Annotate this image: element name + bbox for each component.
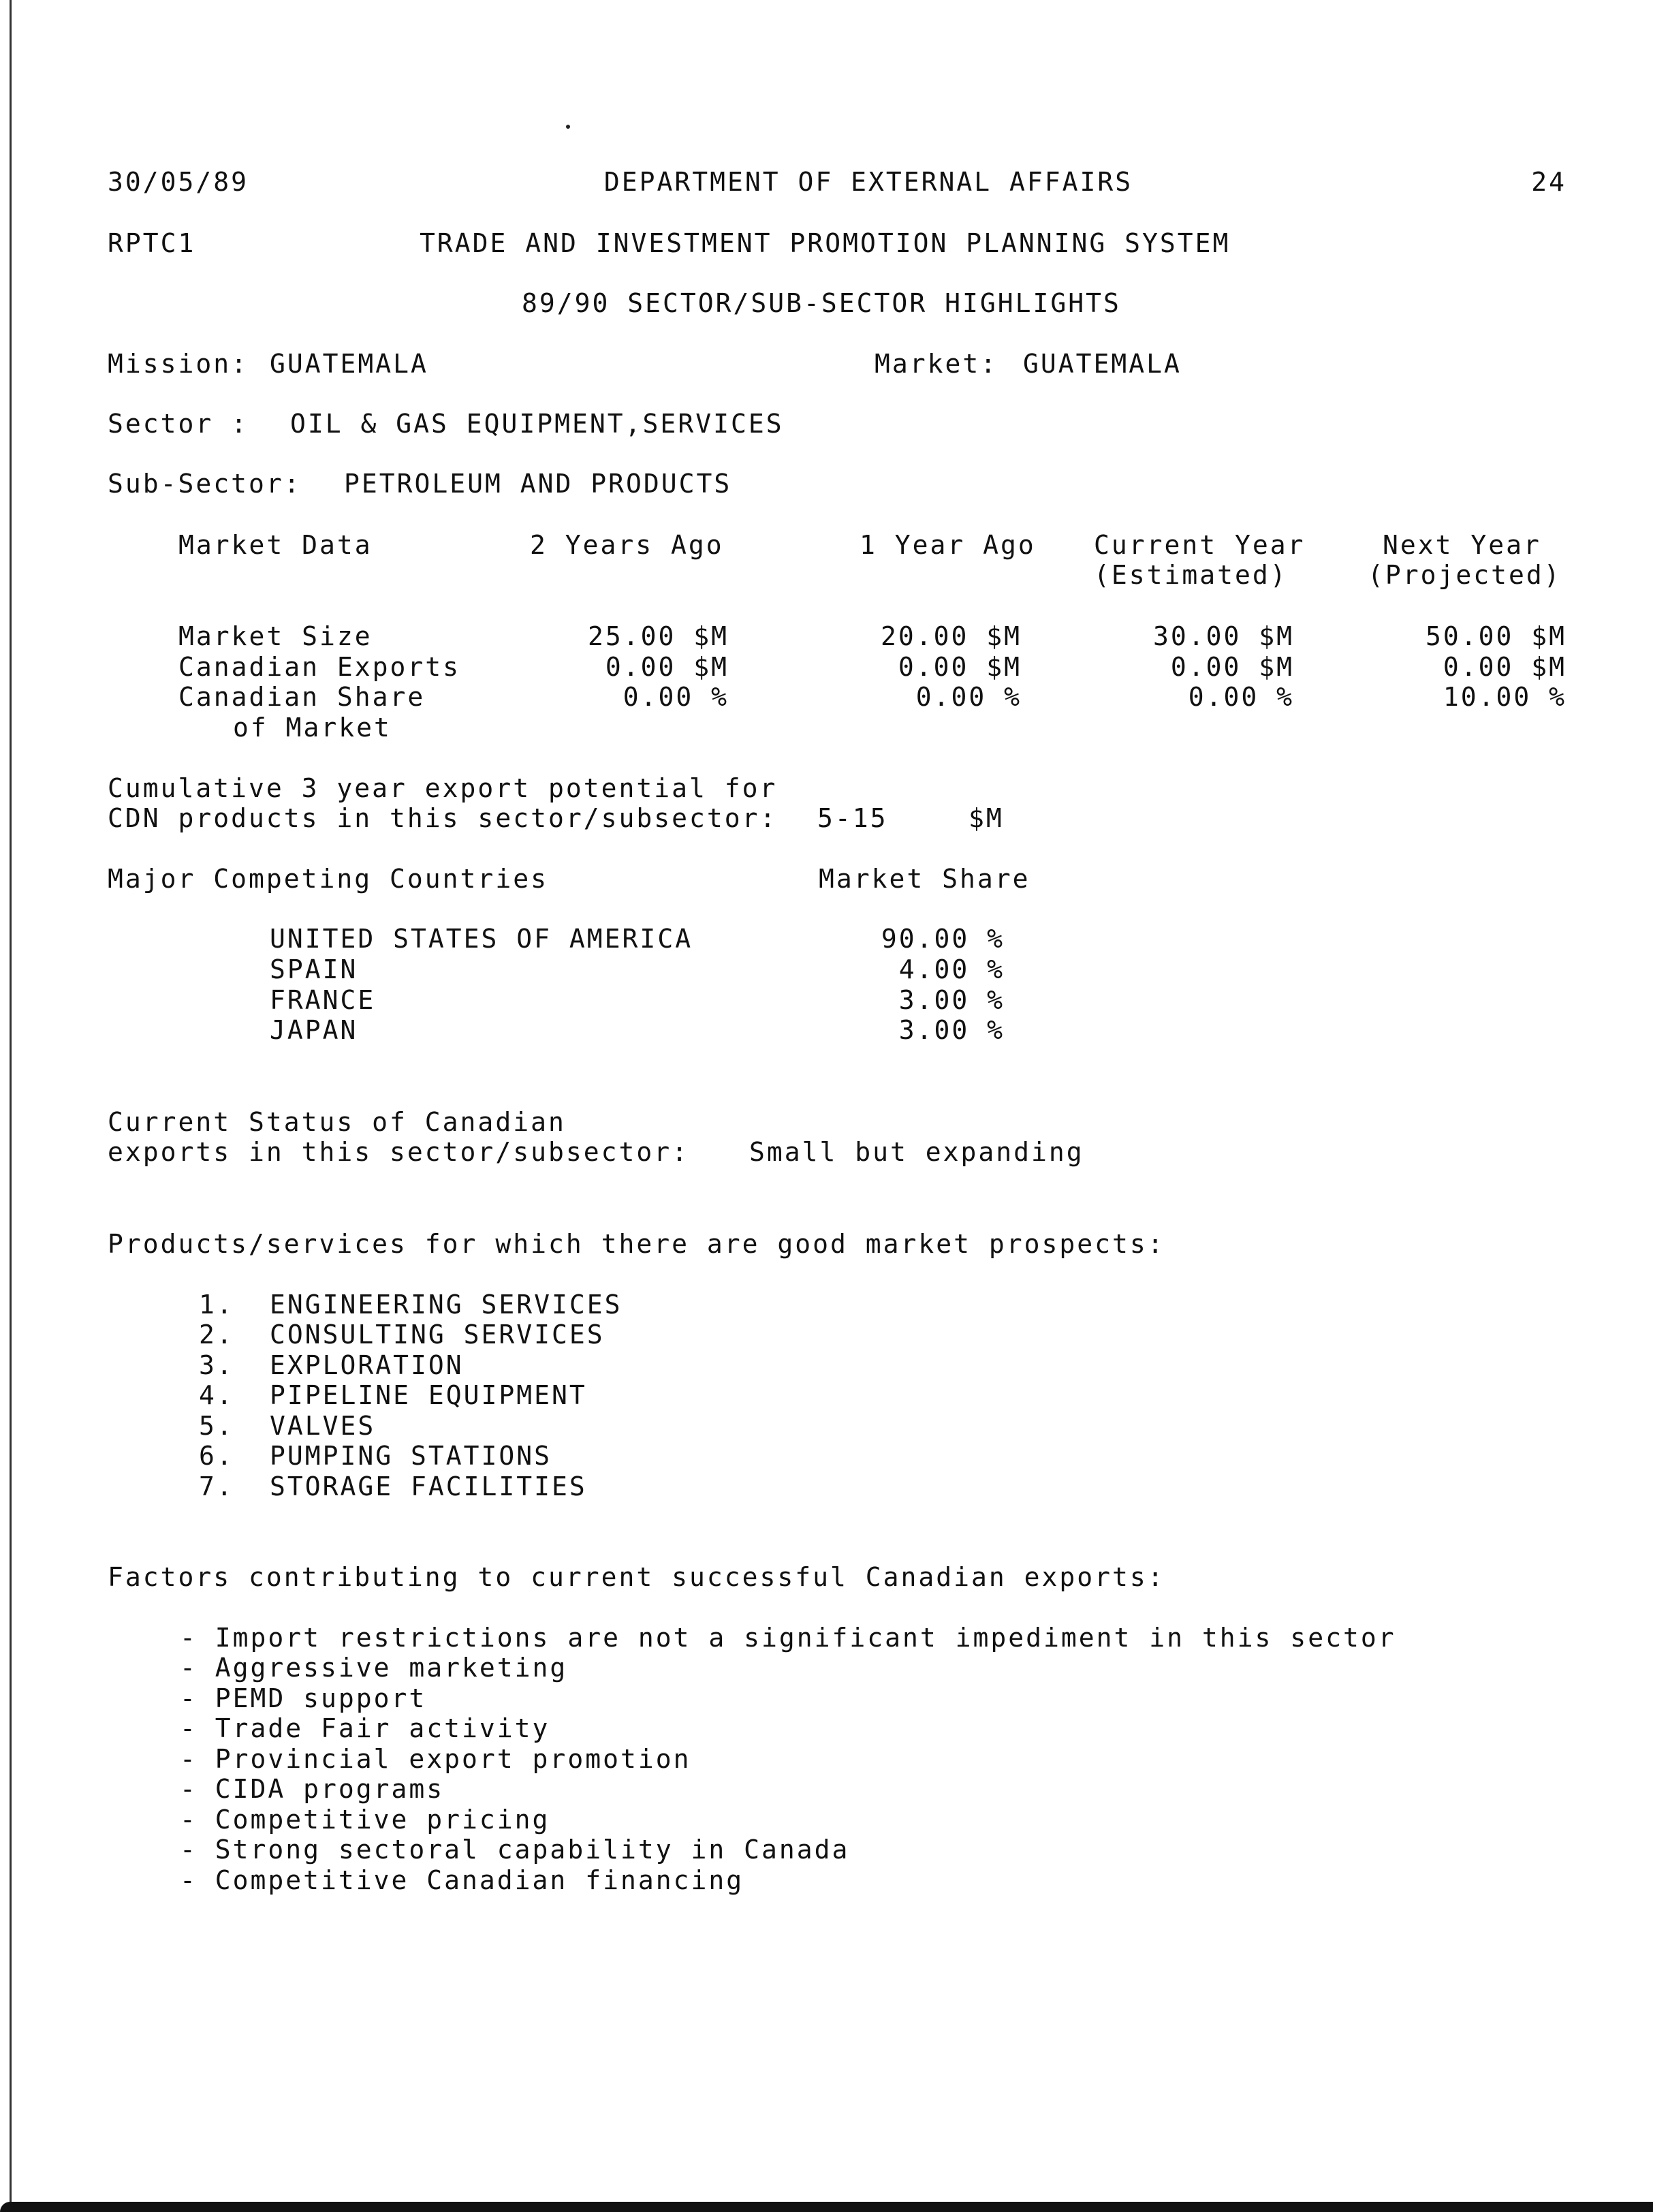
competitor-country: SPAIN <box>270 954 358 984</box>
table-header-current-year: Current Year <box>1094 530 1306 560</box>
list-item: - Provincial export promotion <box>180 1744 691 1774</box>
system-title: TRADE AND INVESTMENT PROMOTION PLANNING SYSTEM <box>420 228 1231 258</box>
market-label: Market: <box>875 349 998 379</box>
current-status-value: Small but expanding <box>749 1137 1084 1167</box>
sector-value: OIL & GAS EQUIPMENT,SERVICES <box>290 409 784 439</box>
export-potential-value: 5-15 <box>817 803 888 833</box>
table-header-2-years-ago: 2 Years Ago <box>530 530 724 560</box>
page-number: 24 <box>1531 167 1567 197</box>
competitors-heading: Major Competing Countries <box>108 864 548 894</box>
factors-heading: Factors contributing to current successful Canadian exports: <box>108 1562 1165 1592</box>
competitor-country: UNITED STATES OF AMERICA <box>270 924 693 954</box>
report-title: 89/90 SECTOR/SUB-SECTOR HIGHLIGHTS <box>522 288 1121 318</box>
competitor-share: 90.00 % <box>881 924 1005 954</box>
list-item-number: 6. <box>199 1441 234 1471</box>
table-cell: 30.00 $M <box>1152 621 1294 651</box>
list-item-number: 2. <box>199 1320 234 1350</box>
list-item: - Competitive pricing <box>180 1805 550 1835</box>
row-label-market-size: Market Size <box>178 621 373 651</box>
list-item: - Import restrictions are not a significant impediment in this sector <box>180 1623 1396 1653</box>
competitor-share: 3.00 % <box>898 985 1005 1015</box>
scan-left-edge <box>10 0 12 2212</box>
competitor-country: FRANCE <box>270 985 376 1015</box>
table-cell: 50.00 $M <box>1425 621 1567 651</box>
current-status-line2: exports in this sector/subsector: <box>108 1137 689 1167</box>
table-cell: 20.00 $M <box>880 621 1022 651</box>
list-item-number: 7. <box>199 1471 234 1501</box>
list-item: - Trade Fair activity <box>180 1713 550 1743</box>
list-item: PUMPING STATIONS <box>270 1441 552 1471</box>
list-item: STORAGE FACILITIES <box>270 1471 587 1501</box>
table-header-next-year-sub: (Projected) <box>1368 560 1562 590</box>
table-cell: 0.00 $M <box>605 652 729 682</box>
table-cell: 0.00 % <box>1188 682 1294 712</box>
table-header-label: Market Data <box>178 530 373 560</box>
table-cell: 10.00 % <box>1443 682 1567 712</box>
table-cell: 0.00 $M <box>1443 652 1567 682</box>
row-label-canadian-share-line2: of Market <box>233 713 392 743</box>
competitor-share: 3.00 % <box>898 1015 1005 1045</box>
table-cell: 0.00 % <box>623 682 729 712</box>
export-potential-line1: Cumulative 3 year export potential for <box>108 773 778 803</box>
list-item: - CIDA programs <box>180 1774 445 1804</box>
list-item: - PEMD support <box>180 1683 427 1713</box>
competitor-share: 4.00 % <box>898 954 1005 984</box>
list-item: - Strong sectoral capability in Canada <box>180 1835 850 1865</box>
table-header-current-year-sub: (Estimated) <box>1094 560 1288 590</box>
current-status-line1: Current Status of Canadian <box>108 1107 566 1137</box>
row-label-canadian-share: Canadian Share <box>178 682 426 712</box>
table-header-1-year-ago: 1 Year Ago <box>860 530 1036 560</box>
table-cell: 25.00 $M <box>587 621 729 651</box>
products-heading: Products/services for which there are good market prospects: <box>108 1229 1165 1259</box>
list-item: - Competitive Canadian financing <box>180 1865 744 1895</box>
export-potential-unit: $M <box>969 803 1004 833</box>
list-item: - Aggressive marketing <box>180 1653 568 1683</box>
row-label-canadian-exports: Canadian Exports <box>178 652 461 682</box>
report-code: RPTC1 <box>108 228 196 258</box>
subsector-value: PETROLEUM AND PRODUCTS <box>344 469 732 499</box>
list-item-number: 3. <box>199 1350 234 1380</box>
scan-bottom-edge <box>0 2202 1653 2212</box>
list-item: VALVES <box>270 1411 376 1441</box>
list-item: ENGINEERING SERVICES <box>270 1290 623 1320</box>
list-item: EXPLORATION <box>270 1350 464 1380</box>
table-cell: 0.00 $M <box>1170 652 1294 682</box>
table-cell: 0.00 % <box>915 682 1022 712</box>
list-item-number: 1. <box>199 1290 234 1320</box>
table-header-next-year: Next Year <box>1383 530 1541 560</box>
department-title: DEPARTMENT OF EXTERNAL AFFAIRS <box>603 167 1133 197</box>
market-value: GUATEMALA <box>1023 349 1182 379</box>
list-item-number: 5. <box>199 1411 234 1441</box>
mission-value: GUATEMALA <box>270 349 428 379</box>
export-potential-line2: CDN products in this sector/subsector: <box>108 803 778 833</box>
market-share-heading: Market Share <box>819 864 1030 894</box>
competitor-country: JAPAN <box>270 1015 358 1045</box>
sector-label: Sector : <box>108 409 249 439</box>
table-cell: 0.00 $M <box>898 652 1022 682</box>
list-item: CONSULTING SERVICES <box>270 1320 605 1350</box>
subsector-label: Sub-Sector: <box>108 469 302 499</box>
scan-speck <box>566 125 570 129</box>
list-item-number: 4. <box>199 1380 234 1410</box>
list-item: PIPELINE EQUIPMENT <box>270 1380 587 1410</box>
mission-label: Mission: <box>108 349 249 379</box>
report-date: 30/05/89 <box>108 167 249 197</box>
